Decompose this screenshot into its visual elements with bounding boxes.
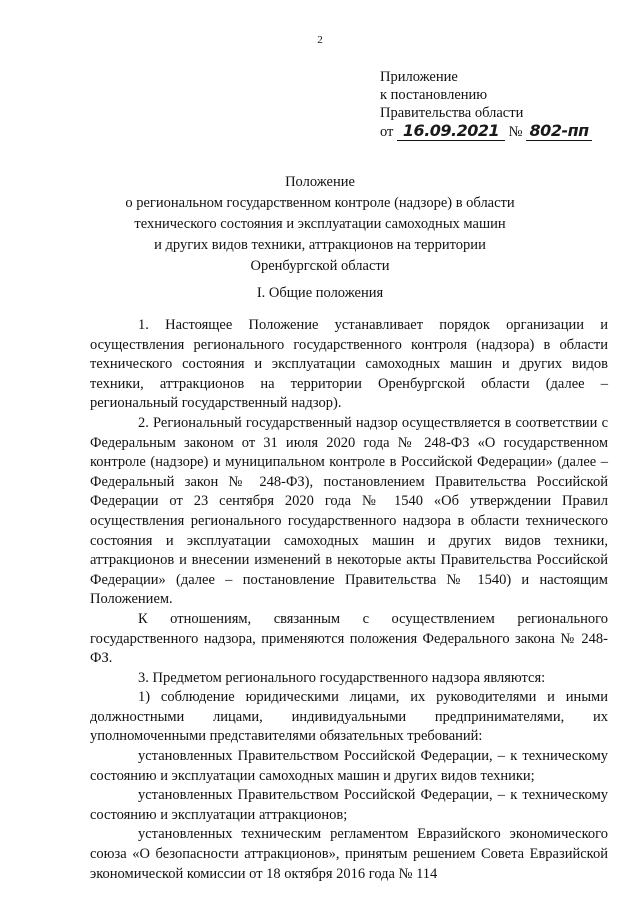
appendix-line-3: Правительства области xyxy=(380,105,524,121)
number-sign: № xyxy=(508,124,523,140)
appendix-ot-label: от xyxy=(380,124,394,140)
title-heading: Положение xyxy=(285,174,355,190)
paragraph: 1) соблюдение юридическими лицами, их руководителями и иными должностными лицами, индивидуальными предпринимателями, их уполномоченными представителями обязательных требований: xyxy=(90,689,608,745)
paragraph: установленных Правительством Российской Федерации, – к техническому состоянию и эксплуатации самоходных машин и других видов техники; xyxy=(90,748,608,784)
paragraph: К отношениям, связанным с осуществлением регионального государственного надзора, применяются положения Федерального закона № 248-ФЗ. xyxy=(90,610,608,667)
title-line-4: Оренбургской области xyxy=(250,258,390,274)
paragraph: 1. Настоящее Положение устанавливает порядок организации и осуществления регионального государственного контроля (надзора) в области технического состояния и эксплуатации самоходных машин и других видов техники, аттракционов на территории Оренбургской области (далее – региональный государственный надзор). xyxy=(90,317,608,412)
handwritten-number: 802-пп xyxy=(526,122,592,141)
title-line-1: о региональном государственном контроле (надзоре) в области xyxy=(125,195,515,211)
paragraph: 2. Региональный государственный надзор осуществляется в соответствии с Федеральным законом от 31 июля 2020 года № 248-ФЗ «О государственном контроле (надзоре) и муниципальном контроле в Российской Федерации» (далее – Федеральный закон № 248-ФЗ), постановлением Правительства Российской Федерации от 23 сентября 2020 года № 1540 «Об утверждении Правил осуществления регионального государственного надзора в области технического состояния и эксплуатации самоходных машин и других видов техники, аттракционов и внесении изменений в некоторые акты Правительства Российской Федерации» (далее – постановление Правительства № 1540) и настоящим Положением. xyxy=(90,414,608,608)
paragraph: 3. Предметом регионального государственного надзора являются: xyxy=(138,669,546,686)
paragraph: установленных техническим регламентом Евразийского экономического союза «О безопасности аттракционов», принятым решением Совета Евразийской экономической комиссии от 18 октября 2016 года № 114 xyxy=(90,826,608,882)
paragraph: установленных Правительством Российской Федерации, – к техническому состоянию и эксплуатации аттракционов; xyxy=(90,787,608,823)
appendix-line-2: к постановлению xyxy=(380,87,488,103)
document-title xyxy=(90,172,550,277)
handwritten-date: 16.09.2021 xyxy=(397,122,505,141)
appendix-block xyxy=(380,68,592,141)
title-line-2: технического состояния и эксплуатации самоходных машин xyxy=(134,216,506,232)
title-line-3: и других видов техники, аттракционов на территории xyxy=(154,237,486,253)
page-number: 2 xyxy=(317,34,323,46)
section-title: I. Общие положения xyxy=(256,285,384,301)
appendix-line-1: Приложение xyxy=(380,69,458,85)
appendix-date-line xyxy=(380,122,592,141)
document-body xyxy=(90,316,608,884)
